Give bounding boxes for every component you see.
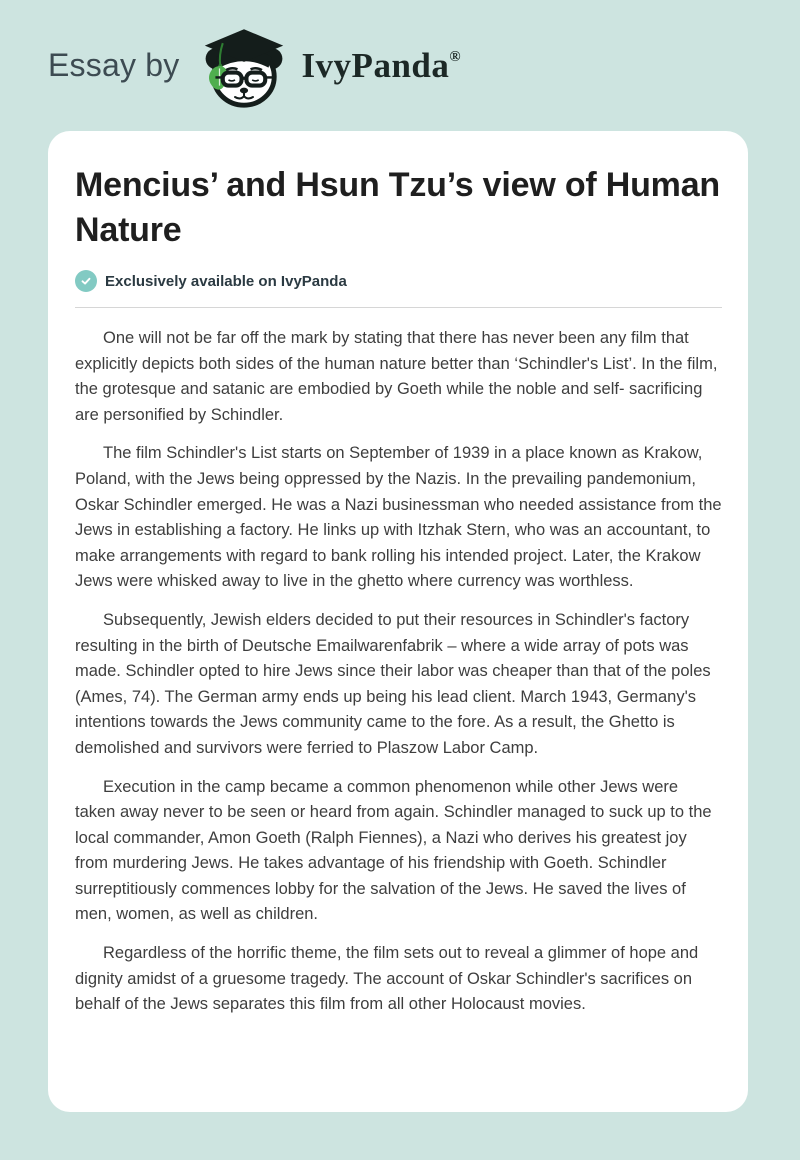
panda-graduate-icon <box>195 21 293 111</box>
essay-by-label: Essay by <box>48 47 180 83</box>
divider <box>75 307 722 308</box>
page-header <box>0 0 800 131</box>
ivypanda-logo <box>195 21 461 111</box>
essay-paragraph: One will not be far off the mark by stating that there has never been any film that explicitly depicts both sides of the human nature better than ‘Schindler's List’. In the film, the grotesque and satanic are embodied by Goeth while the noble and self- sacrificing are personified by Schindler. <box>75 329 718 424</box>
essay-paragraph: Regardless of the horrific theme, the film sets out to reveal a glimmer of hope and dignity amidst of a gruesome tragedy. The account of Oskar Schindler's sacrifices on behalf of the Jews separates this film from all other Holocaust movies. <box>75 944 699 1014</box>
registered-mark: ® <box>449 48 462 65</box>
availability-badge-label: Exclusively available on IvyPanda <box>105 272 347 290</box>
availability-badge <box>75 270 722 292</box>
check-icon <box>75 270 97 292</box>
essay-card <box>48 131 748 1112</box>
essay-paragraph: Subsequently, Jewish elders decided to put their resources in Schindler's factory resulting in the birth of Deutsche Emailwarenfabrik – where a wide array of pots was made. Schindler opted to hire Jews since their labor was cheaper than that of the poles (Ames, 74). The German army ends up being his lead client. March 1943, Germany's intentions towards the Jews community came to the fore. As a result, the Ghetto is demolished and survivors were ferried to Plaszow Labor Camp. <box>75 610 711 757</box>
essay-body <box>75 326 722 1018</box>
essay-paragraph: The film Schindler's List starts on September of 1939 in a place known as Krakow, Poland, with the Jews being oppressed by the Nazis. In the prevailing pandemonium, Oskar Schindler emerged. He was a Nazi businessman who needed assistance from the Jews in establishing a factory. He links up with Itzhak Stern, who was an accountant, to make arrangements with regard to bank rolling his intended project. Later, the Krakow Jews were whisked away to live in the ghetto where currency was worthless. <box>75 444 722 591</box>
essay-title: Mencius’ and Hsun Tzu’s view of Human Nature <box>75 166 720 249</box>
brand-name: IvyPanda® <box>301 45 462 85</box>
essay-paragraph: Execution in the camp became a common phenomenon while other Jews were taken away never to be seen or heard from again. Schindler managed to suck up to the local commander, Amon Goeth (Ralph Fiennes), a Nazi who derives his greatest joy from murdering Jews. He takes advantage of his friendship with Goeth. Schindler surreptitiously commences lobby for the salvation of the Jews. He saved the lives of men, women, as well as children. <box>75 777 712 924</box>
